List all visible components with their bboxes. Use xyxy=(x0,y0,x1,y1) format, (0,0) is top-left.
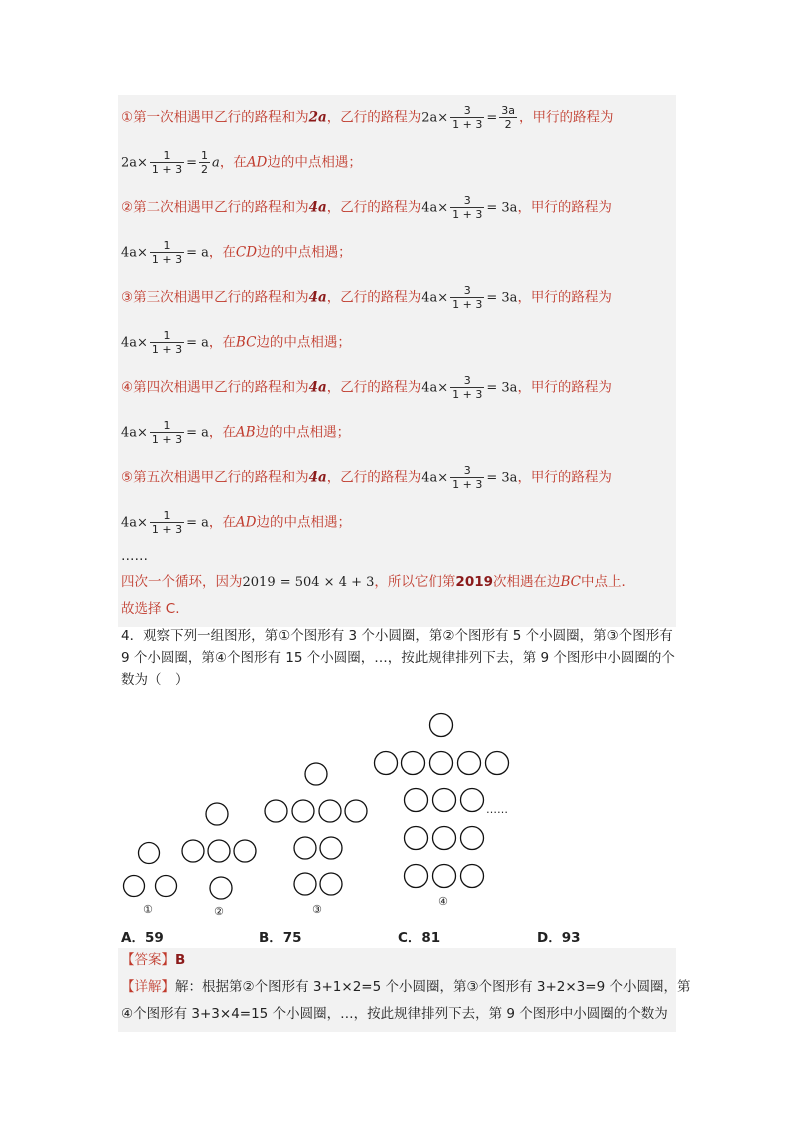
circle xyxy=(405,789,428,812)
circle xyxy=(433,865,456,888)
fraction: $\frac{3}{1 + 3}$ xyxy=(452,284,483,311)
circle xyxy=(210,877,232,899)
circle xyxy=(461,827,484,850)
circle xyxy=(430,714,453,737)
solution-line-4: 4a× $\frac{1}{1 + 3}$ = a，在CD边的中点相遇； xyxy=(121,239,352,266)
solution-line-5: ③第三次相遇甲乙行的路程和为4a，乙行的路程为4a× $\frac{3}{1 + 3}$ = 3a，甲行的路程为 xyxy=(121,284,612,311)
answer-label: 【答案】 xyxy=(121,952,175,968)
circle xyxy=(402,752,425,775)
detail-label: 【详解】 xyxy=(121,979,175,995)
fraction: $\frac{3}{1 + 3}$ xyxy=(452,464,483,491)
detail-line-2: ④个图形有 3+3×4=15 个小圆圈，…，按此规律排列下去，第 9 个图形中小圆圈的个数为 xyxy=(121,1006,668,1022)
circle xyxy=(486,752,509,775)
solution-line-9: ⑤第五次相遇甲乙行的路程和为4a，乙行的路程为4a× $\frac{3}{1 + 3}$ = 3a，甲行的路程为 xyxy=(121,464,612,491)
circle xyxy=(405,827,428,850)
figure-ellipsis: …… xyxy=(486,803,508,816)
circle xyxy=(294,837,316,859)
fraction: $\frac{1}{2}$ xyxy=(201,149,209,176)
solution-line-8: 4a× $\frac{1}{1 + 3}$ = a，在AB边的中点相遇； xyxy=(121,419,351,446)
fraction: $\frac{1}{1 + 3}$ xyxy=(151,239,183,266)
figure-label-3: ③ xyxy=(312,903,322,916)
circle xyxy=(234,840,256,862)
solution-choose: 故选择 C. xyxy=(121,601,180,617)
answer-value: B xyxy=(175,952,186,968)
figure-label-2: ② xyxy=(214,905,224,918)
circle xyxy=(265,800,287,822)
fraction: $\frac{1}{1 + 3}$ xyxy=(151,419,183,446)
circle xyxy=(461,865,484,888)
circle xyxy=(208,840,230,862)
figure-label-1: ① xyxy=(143,903,153,916)
fraction: $\frac{1}{1 + 3}$ xyxy=(151,509,183,536)
detail-line-1: 【详解】解：根据第②个图形有 3+1×2=5 个小圆圈，第③个图形有 3+2×3=9 个小圆圈，第 xyxy=(121,979,691,995)
circle xyxy=(375,752,398,775)
option-c[interactable]: C．81 xyxy=(398,930,441,946)
fraction: $\frac{3}{1 + 3}$ xyxy=(452,194,483,221)
circle xyxy=(433,789,456,812)
option-b[interactable]: B．75 xyxy=(259,930,302,946)
fraction: $\frac{1}{1 + 3}$ xyxy=(151,329,183,356)
circle xyxy=(319,800,341,822)
figure-label-4: ④ xyxy=(438,895,448,908)
solution-line-3: ②第二次相遇甲乙行的路程和为4a，乙行的路程为4a× $\frac{3}{1 + 3}$ = 3a，甲行的路程为 xyxy=(121,194,612,221)
circle xyxy=(124,876,145,897)
circle xyxy=(458,752,481,775)
circle xyxy=(345,800,367,822)
circle xyxy=(320,873,342,895)
solution-line-6: 4a× $\frac{1}{1 + 3}$ = a，在BC边的中点相遇； xyxy=(121,329,351,356)
fraction: $\frac{3}{1 + 3}$ xyxy=(452,104,483,131)
circle xyxy=(156,876,177,897)
circle xyxy=(430,752,453,775)
circle xyxy=(139,843,160,864)
fraction: $\frac{1}{1 + 3}$ xyxy=(151,149,183,176)
question-text: 4．观察下列一组图形，第①个图形有 3 个小圆圈，第②个图形有 5 个小圆圈，第③个图形有 9 个小圆圈，第④个图形有 15 个小圆圈，…，按此规律排列下去，第 9 个图形中小圆圈的个数为（ ） xyxy=(121,628,675,688)
solution-line-1: ①第一次相遇甲乙行的路程和为2a，乙行的路程为2a× $\frac{3}{1 + 3}$ = $\frac{3a}{2}$ ，甲行的路程为 xyxy=(121,104,614,131)
circle xyxy=(433,827,456,850)
option-d[interactable]: D．93 xyxy=(537,930,581,946)
circle xyxy=(305,763,327,785)
circle xyxy=(294,873,316,895)
solution-line-7: ④第四次相遇甲乙行的路程和为4a，乙行的路程为4a× $\frac{3}{1 + 3}$ = 3a，甲行的路程为 xyxy=(121,374,612,401)
answer-line xyxy=(121,950,185,970)
option-a[interactable]: A．59 xyxy=(121,930,164,946)
solution-cycle-line: 四次一个循环，因为2019 = 504 × 4 + 3，所以它们第2019次相遇在边BC中点上． xyxy=(121,574,636,590)
solution-line-10: 4a× $\frac{1}{1 + 3}$ = a，在AD边的中点相遇； xyxy=(121,509,351,536)
fraction: $\frac{3a}{2}$ xyxy=(501,104,516,131)
solution-ellipsis: …… xyxy=(121,548,148,564)
circle xyxy=(182,840,204,862)
circle xyxy=(206,803,228,825)
circle xyxy=(320,837,342,859)
fraction: $\frac{3}{1 + 3}$ xyxy=(452,374,483,401)
circle xyxy=(405,865,428,888)
circle xyxy=(461,789,484,812)
solution-line-2: 2a× $\frac{1}{1 + 3}$ = $\frac{1}{2}$ a，在AD边的中点相遇； xyxy=(121,149,362,176)
circle xyxy=(292,800,314,822)
